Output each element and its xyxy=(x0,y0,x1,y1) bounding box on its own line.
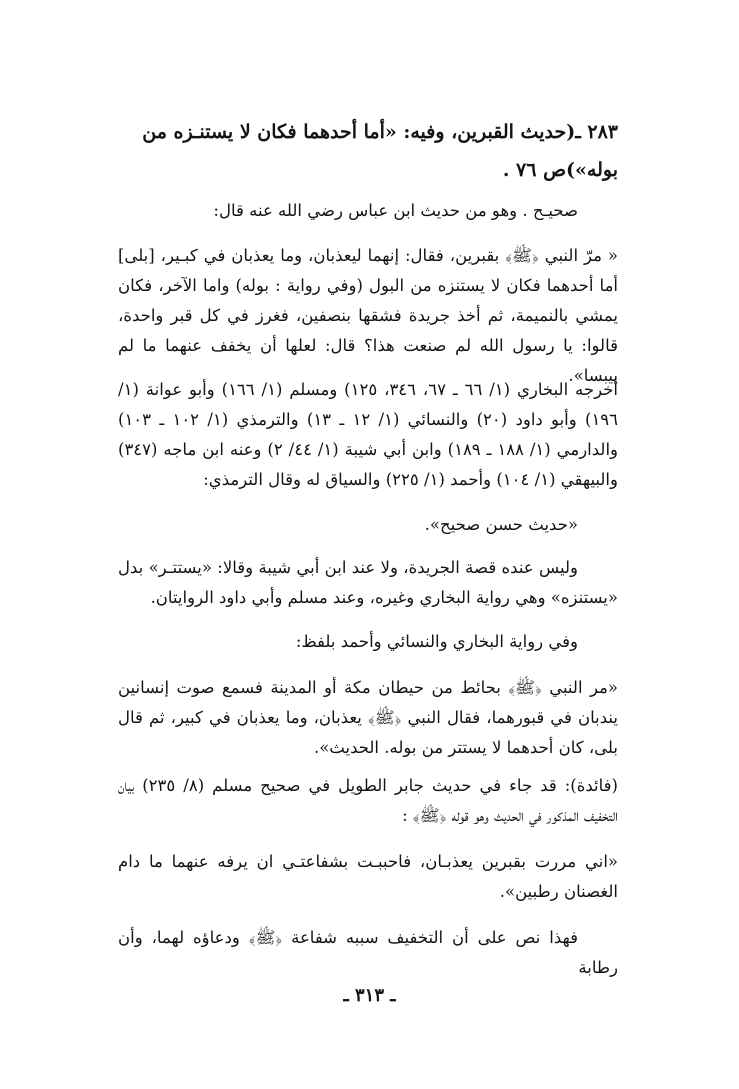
other-narration-intro-text: وفي رواية البخاري والنسائي وأحمد بلفظ: xyxy=(295,632,578,651)
takhrij-paragraph xyxy=(118,375,618,495)
other-narration-paragraph xyxy=(118,673,618,763)
conclusion-paragraph xyxy=(118,923,618,983)
tirmidhi-verdict-paragraph xyxy=(118,510,618,540)
other-narration-intro xyxy=(118,627,618,657)
grading-text: صحيـح . وهو من حديث ابن عباس رضي الله عنه قال: xyxy=(213,201,578,220)
heading-line-1: ٢٨٣ ـ(حديث القبرين، وفيه: «أما أحدهما فكان لا يستنـزه من xyxy=(142,121,618,143)
conclusion-text: فهذا نص على أن التخفيف سببه شفاعة ﴿ﷺ﴾ ودعاؤه لهما، وأن رطابة xyxy=(118,928,618,977)
grading-paragraph xyxy=(118,196,618,226)
variant-note-paragraph xyxy=(118,553,618,613)
hadith-text: « مرّ النبي ﴿ﷺ﴾ بقبرين، فقال: إنهما ليعذبان، وما يعذبان في كبـير، [بلى] أما أحدهما فكان لا يستنزه من البول (وفي رواية : بوله) واما الآخر، فكان يمشي بالنميمة، ثم أخذ جريدة فشقها بنصفين، فغرز في كل قبر واحدة، قالوا: يا رسول الله لم صنعت هذا؟ قال: لعلها أن يخفف عنهما ما لم ييبسا». xyxy=(118,246,618,385)
muslim-hadith-paragraph xyxy=(118,847,618,907)
page-number: ـ ٣١٣ ـ xyxy=(343,985,396,1006)
takhrij-text: أخرجه البخاري (١/ ٦٦ ـ ٦٧، ٣٤٦، ١٢٥) ومسلم (١/ ١٦٦) وأبو عوانة (١/ ١٩٦) وأبو داود (٢٠) والنسائي (١/ ١٢ ـ ١٣) والترمذي (١/ ١٠٢ ـ ١٠٣) والدارمي (١/ ١٨٨ ـ ١٨٩) وابن أبي شيبة (١/ ٤٤/ ٢) وعنه ابن ماجه (٣٤٧) والبيهقي (١/ ١٠٤) وأحمد (١/ ٢٢٥) والسياق له وقال الترمذي: xyxy=(118,380,619,489)
hadith-text-paragraph xyxy=(118,241,618,391)
tirmidhi-verdict-text: «حديث حسن صحيح». xyxy=(424,515,578,534)
benefit-text: (فائدة): قد جاء في حديث جابر الطويل في صحيح مسلم (٨/ ٢٣٥) بيان التخفيف المذكور في الحديث وهو قوله ﴿ﷺ﴾ : xyxy=(118,776,618,825)
hadith-heading xyxy=(118,113,618,189)
heading-line-2: بوله»)ص ٧٦ . xyxy=(502,159,618,181)
other-narration-text: «مر النبي ﴿ﷺ﴾ بحائط من حيطان مكة أو المدينة فسمع صوت إنسانين يندبان في قبورهما، فقال النبي ﴿ﷺ﴾ يعذبان، وما يعذبان في كبير، ثم قال بلى، كان أحدهما لا يستتر من بوله. الحديث». xyxy=(118,678,618,757)
benefit-paragraph xyxy=(118,771,618,831)
variant-note-text: وليس عنده قصة الجريدة، ولا عند ابن أبي شيبة وقالا: «يستتـر» بدل «يستنزه» وهي رواية البخاري وغيره، وعند مسلم وأبي داود الروايتان. xyxy=(118,558,618,607)
muslim-hadith-text: «اني مررت بقبرين يعذبـان، فاحببـت بشفاعتـي ان يرفه عنهما ما دام الغصنان رطبين». xyxy=(118,852,618,901)
